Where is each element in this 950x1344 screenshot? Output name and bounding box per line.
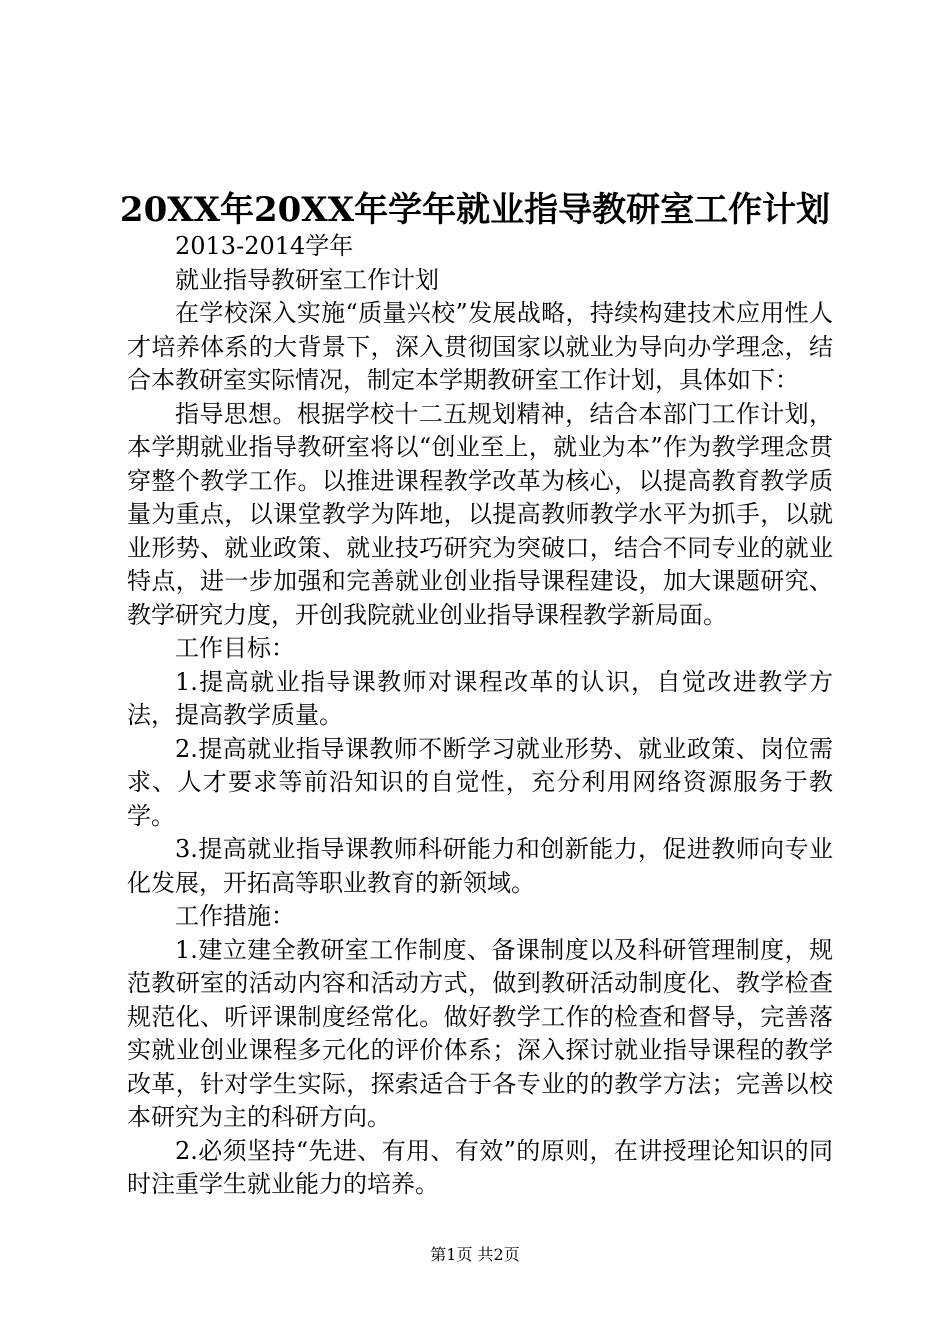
paragraph-guiding-thought: 指导思想。根据学校十二五规划精神，结合本部门工作计划，本学期就业指导教研室将以“创业至上，就业为本”作为教学理念贯穿整个教学工作。以推进课程教学改革为核心，以提高教育教学质量为重点，以课堂教学为阵地，以提高教师教学水平为抓手，以就业形势、就业政策、就业技巧研究为突破口，结合不同专业的就业特点，进一步加强和完善就业创业指导课程建设，加大课题研究、教学研究力度，开创我院就业创业指导课程教学新局面。 xyxy=(127,399,833,629)
paragraph-school-year: 2013-2014学年 xyxy=(175,232,354,260)
paragraph-measure-2: 2.必须坚持“先进、有用、有效”的原则，在讲授理论知识的同时注重学生就业能力的培养。 xyxy=(127,1136,833,1198)
paragraph-measure-1: 1.建立建全教研室工作制度、备课制度以及科研管理制度，规范教研室的活动内容和活动方式，做到教研活动制度化、教学检查规范化、听评课制度经常化。做好教学工作的检查和督导，完善落实就业创业课程多元化的评价体系；深入探讨就业指导课程的教学改革，针对学生实际，探索适合于各专业的的教学方法；完善以校本研究为主的科研方向。 xyxy=(127,935,833,1131)
paragraph-goal-1: 1.提高就业指导课教师对课程改革的认识，自觉改进教学方法，提高教学质量。 xyxy=(127,667,833,729)
paragraph-measures-heading: 工作措施： xyxy=(175,902,295,930)
paragraph-plan-name: 就业指导教研室工作计划 xyxy=(175,265,439,294)
paragraph-intro: 在学校深入实施“质量兴校”发展战略，持续构建技术应用性人才培养体系的大背景下，深入贯彻国家以就业为导向办学理念，结合本教研室实际情况，制定本学期教研室工作计划，具体如下： xyxy=(127,299,833,394)
document-title: 20XX年20XX年学年就业指导教研室工作计划 xyxy=(119,190,831,230)
page-footer: 第1页 共2页 xyxy=(430,1245,520,1264)
document-body xyxy=(127,230,833,1202)
paragraph-goal-2: 2.提高就业指导课教师不断学习就业形势、就业政策、岗位需求、人才要求等前沿知识的自觉性，充分利用网络资源服务于教学。 xyxy=(127,734,833,830)
paragraph-goals-heading: 工作目标： xyxy=(175,634,295,662)
paragraph-goal-3: 3.提高就业指导课教师科研能力和创新能力，促进教师向专业化发展，开拓高等职业教育的新领域。 xyxy=(127,835,833,897)
